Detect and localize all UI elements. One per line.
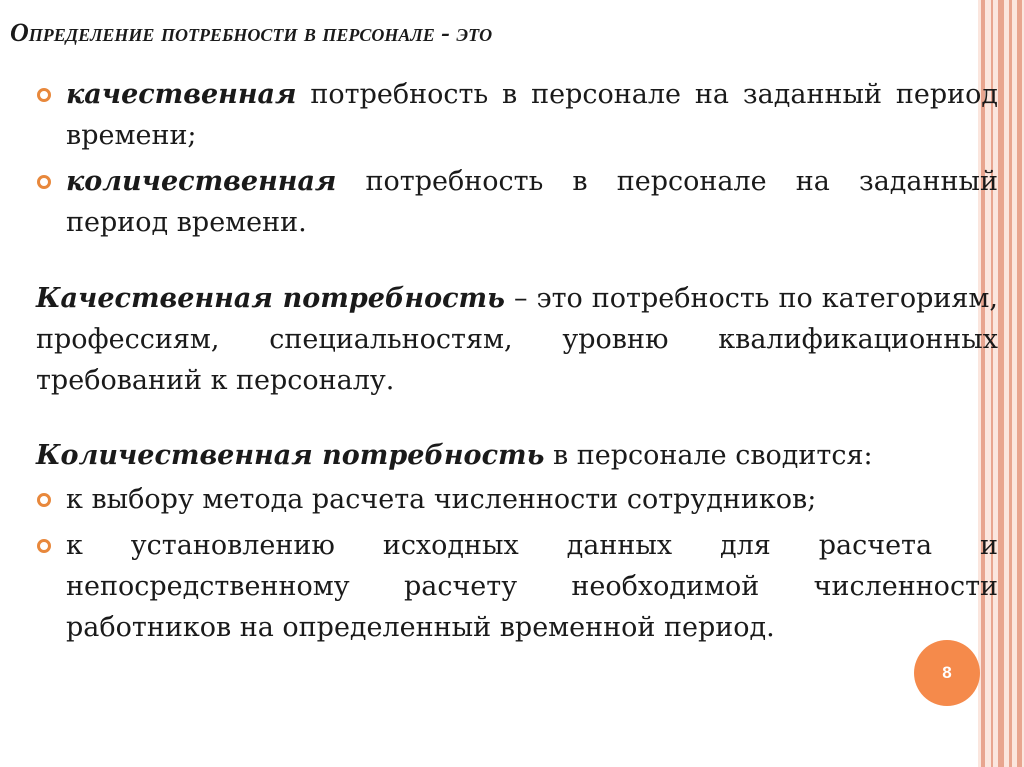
bullet-text: к установлению исходных данных для расчета и непосредственному расчету необходимой численности работников на определенный временной период. xyxy=(66,530,998,643)
stripe xyxy=(998,0,1004,767)
bullet-text: потребность в персонале на заданный период времени; xyxy=(66,79,998,151)
paragraph-emphasis: Количественная потребность xyxy=(36,440,545,471)
paragraph-text: в персонале сводится: xyxy=(544,440,873,471)
bullet-emphasis: количественная xyxy=(66,166,337,197)
bullet-ring-icon xyxy=(37,88,51,102)
bullet-ring-icon xyxy=(37,493,51,507)
bullet-text: потребность в персонале на заданный период времени. xyxy=(66,166,998,238)
bullet-item xyxy=(36,161,998,243)
slide-content xyxy=(36,74,998,648)
bullet-text: к выбору метода расчета численности сотрудников; xyxy=(66,484,817,515)
paragraph-text: – это потребность по категориям, профессиям, специальностям, уровню квалификационных требований к персоналу. xyxy=(36,283,998,396)
bullet-item xyxy=(36,479,998,520)
stripe xyxy=(1017,0,1022,767)
paragraph-emphasis: Качественная потребность xyxy=(36,283,505,314)
paragraph-quantity xyxy=(36,435,998,476)
bullet-item xyxy=(36,74,998,156)
stripe xyxy=(1009,0,1012,767)
bullet-ring-icon xyxy=(37,175,51,189)
slide-title: Определение потребности в персонале - это xyxy=(10,18,493,47)
bullet-item xyxy=(36,525,998,648)
paragraph-quality xyxy=(36,278,998,401)
bullet-emphasis: качественная xyxy=(66,79,297,110)
bullet-ring-icon xyxy=(37,539,51,553)
page-number-badge: 8 xyxy=(914,640,980,706)
